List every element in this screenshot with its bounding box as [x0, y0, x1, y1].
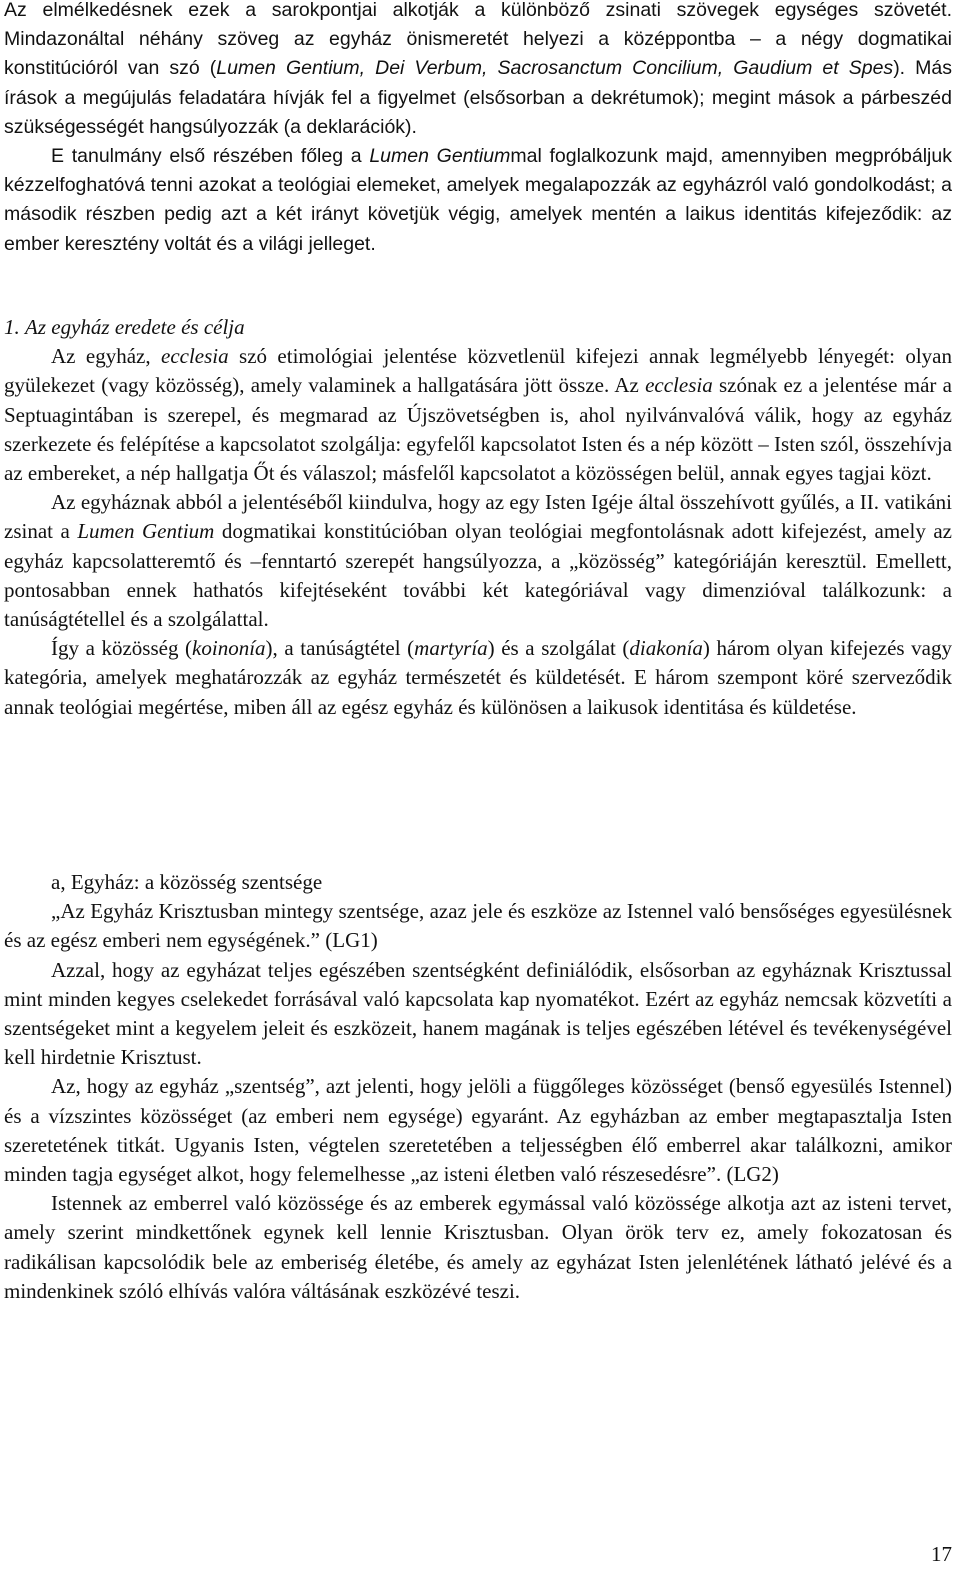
italic-text-segment: ecclesia — [645, 373, 713, 398]
section-heading-number: 1. — [4, 315, 20, 339]
subsection — [4, 868, 952, 1306]
intro-paragraph-2 — [4, 142, 952, 259]
italic-text-segment: martyría — [414, 636, 488, 661]
body-paragraph-4 — [4, 956, 952, 1073]
section-heading — [4, 313, 952, 342]
body-paragraph-3 — [4, 634, 952, 722]
text-segment: szónak ez a jelentése már a Septuagintában is szerepel, és megmarad az Újszövetségben is, ahol nyilvánvalóvá válik, hogy az egyház szerkezete és felépítése a kapcsolatot szolgálja: egyfelől kapcsolatot Isten és a nép között – Isten szól, összehívja az embereket, a nép hallgatja Őt és válaszol; másfelől kapcsolatot a közösségen belül, annak egyes tagjai közt. — [4, 373, 952, 486]
text-segment: szó etimológiai jelentése közvetlenül kifejezi annak legmélyebb lényegét: olyan gyülekezet (vagy közösség), amely valaminek a hallgatására jött össze. Az — [4, 344, 952, 398]
intro-paragraph-1 — [4, 0, 952, 142]
text-segment: ). Más írások a megújulás feladatára hívják fel a figyelmet (elsősorban a dekrétumok); megint mások a párbeszéd szükségességét hangsúlyozzák (a deklarációk). — [4, 57, 952, 138]
text-segment: dogmatikai konstitúcióban olyan teológiai megfontolásnak adott kifejezést, amely az egyház kapcsolatteremtő és –fenntartó szerepét hangsúlyozza, a „közösség” kategóriáján keresztül. Emellett, pontosabban ennek hathatós kifejtéseként további két kategóriával vagy dimenzióval találkozunk: a tanúságtétellel és a szolgálattal. — [4, 519, 952, 632]
text-segment: „Az Egyház Krisztusban mintegy szentsége, azaz jele és eszköze az Istennel való bensőséges egyesülésnek és az egész emberi nem egységének.” (LG1) — [4, 899, 952, 953]
text-segment: mal foglalkozunk majd, amennyiben megpróbáljuk kézzelfoghatóvá tenni azokat a teológiai elemeket, amelyek megalapozzák az egyházról való gondolkodást; a második részben pedig azt a két irányt követjük végig, amelyek mentén a laikus identitás kifejeződik: az ember keresztény voltát és a világi jelleget. — [4, 145, 952, 255]
italic-text-segment: Lumen Gentium — [369, 145, 511, 168]
text-segment: Az egyháznak abból a jelentéséből kiindulva, hogy az egy Isten Igéje által összehívott gyűlés, a II. vatikáni zsinat a — [4, 490, 952, 544]
quote-paragraph — [4, 897, 952, 955]
body-paragraph-2 — [4, 488, 952, 634]
text-segment: E tanulmány első részében főleg a — [51, 145, 370, 168]
italic-text-segment: Lumen Gentium, Dei Verbum, Sacrosanctum Concilium, Gaudium et Spes — [216, 57, 894, 80]
text-segment: ) és a szolgálat ( — [487, 636, 630, 661]
text-segment: ) három olyan kifejezés vagy kategória, amelyek meghatározzák az egyház természetét és küldetését. E három szempont köré szerveződik annak teológiai megértése, miben áll az egész egyház és különösen a laikusok identitása és küldetése. — [4, 636, 952, 719]
body-paragraph-1 — [4, 342, 952, 488]
italic-text-segment: Lumen Gentium — [77, 519, 215, 544]
italic-text-segment: diakonía — [629, 636, 703, 661]
intro-section — [4, 0, 952, 259]
text-segment: Istennek az emberrel való közössége és az emberek egymással való közössége alkotja azt az isteni tervet, amely szerint mindkettőnek egynek kell lennie Krisztusban. Olyan örök terv ez, amely fokozatosan és radikálisan kapcsolódik bele az emberiség életébe, és amely az egyházat Isten jelenlétének látható jelévé és a mindenkinek szóló elhívás valóra váltásának eszközévé teszi. — [4, 1191, 952, 1303]
body-paragraph-5 — [4, 1072, 952, 1189]
subsection-heading: a, Egyház: a közösség szentsége — [51, 870, 323, 894]
text-segment: ), a tanúságtétel ( — [265, 636, 415, 661]
main-section — [4, 313, 952, 722]
body-paragraph-6 — [4, 1189, 952, 1306]
text-segment: Így a közösség ( — [51, 636, 193, 661]
italic-text-segment: ecclesia — [161, 344, 229, 369]
text-segment: Az elmélkedésnek ezek a sarokpontjai alkotják a különböző zsinati szövegek egységes szövetét. Mindazonáltal néhány szöveg az egyház önismeretét helyezi a középpontba – a négy dogmatikai konstitúcióról van szó ( — [4, 0, 952, 80]
page-number: 17 — [931, 1542, 952, 1566]
italic-text-segment: koinonía — [192, 636, 266, 661]
text-segment: Az egyház, — [51, 344, 161, 369]
section-heading-title: Az egyház eredete és célja — [25, 315, 245, 339]
text-segment: Az, hogy az egyház „szentség”, azt jelenti, hogy jelöli a függőleges közösséget (benső egyesülés Istennel) és a vízszintes közösséget (az emberi nem egysége) egyaránt. Az egyházban az ember megtapasztalja Isten szeretetének titkát. Ugyanis Isten, végtelen szeretetében a teljességben élő emberrel akar találkozni, amikor minden tagja egységet alkot, hogy felemelhesse „az isteni életben való részesedésre”. (LG2) — [4, 1074, 952, 1187]
text-segment: Azzal, hogy az egyházat teljes egészében szentségként definiálódik, elsősorban az egyháznak Krisztussal mint minden kegyes cselekedet forrásával való kapcsolata kap nyomatékot. Ezért az egyház nemcsak közvetíti a szentségeket mint a kegyelem jeleit és eszközeit, hanem magának is teljes egészében létével és tevékenységével kell hirdetnie Krisztust. — [4, 957, 952, 1070]
